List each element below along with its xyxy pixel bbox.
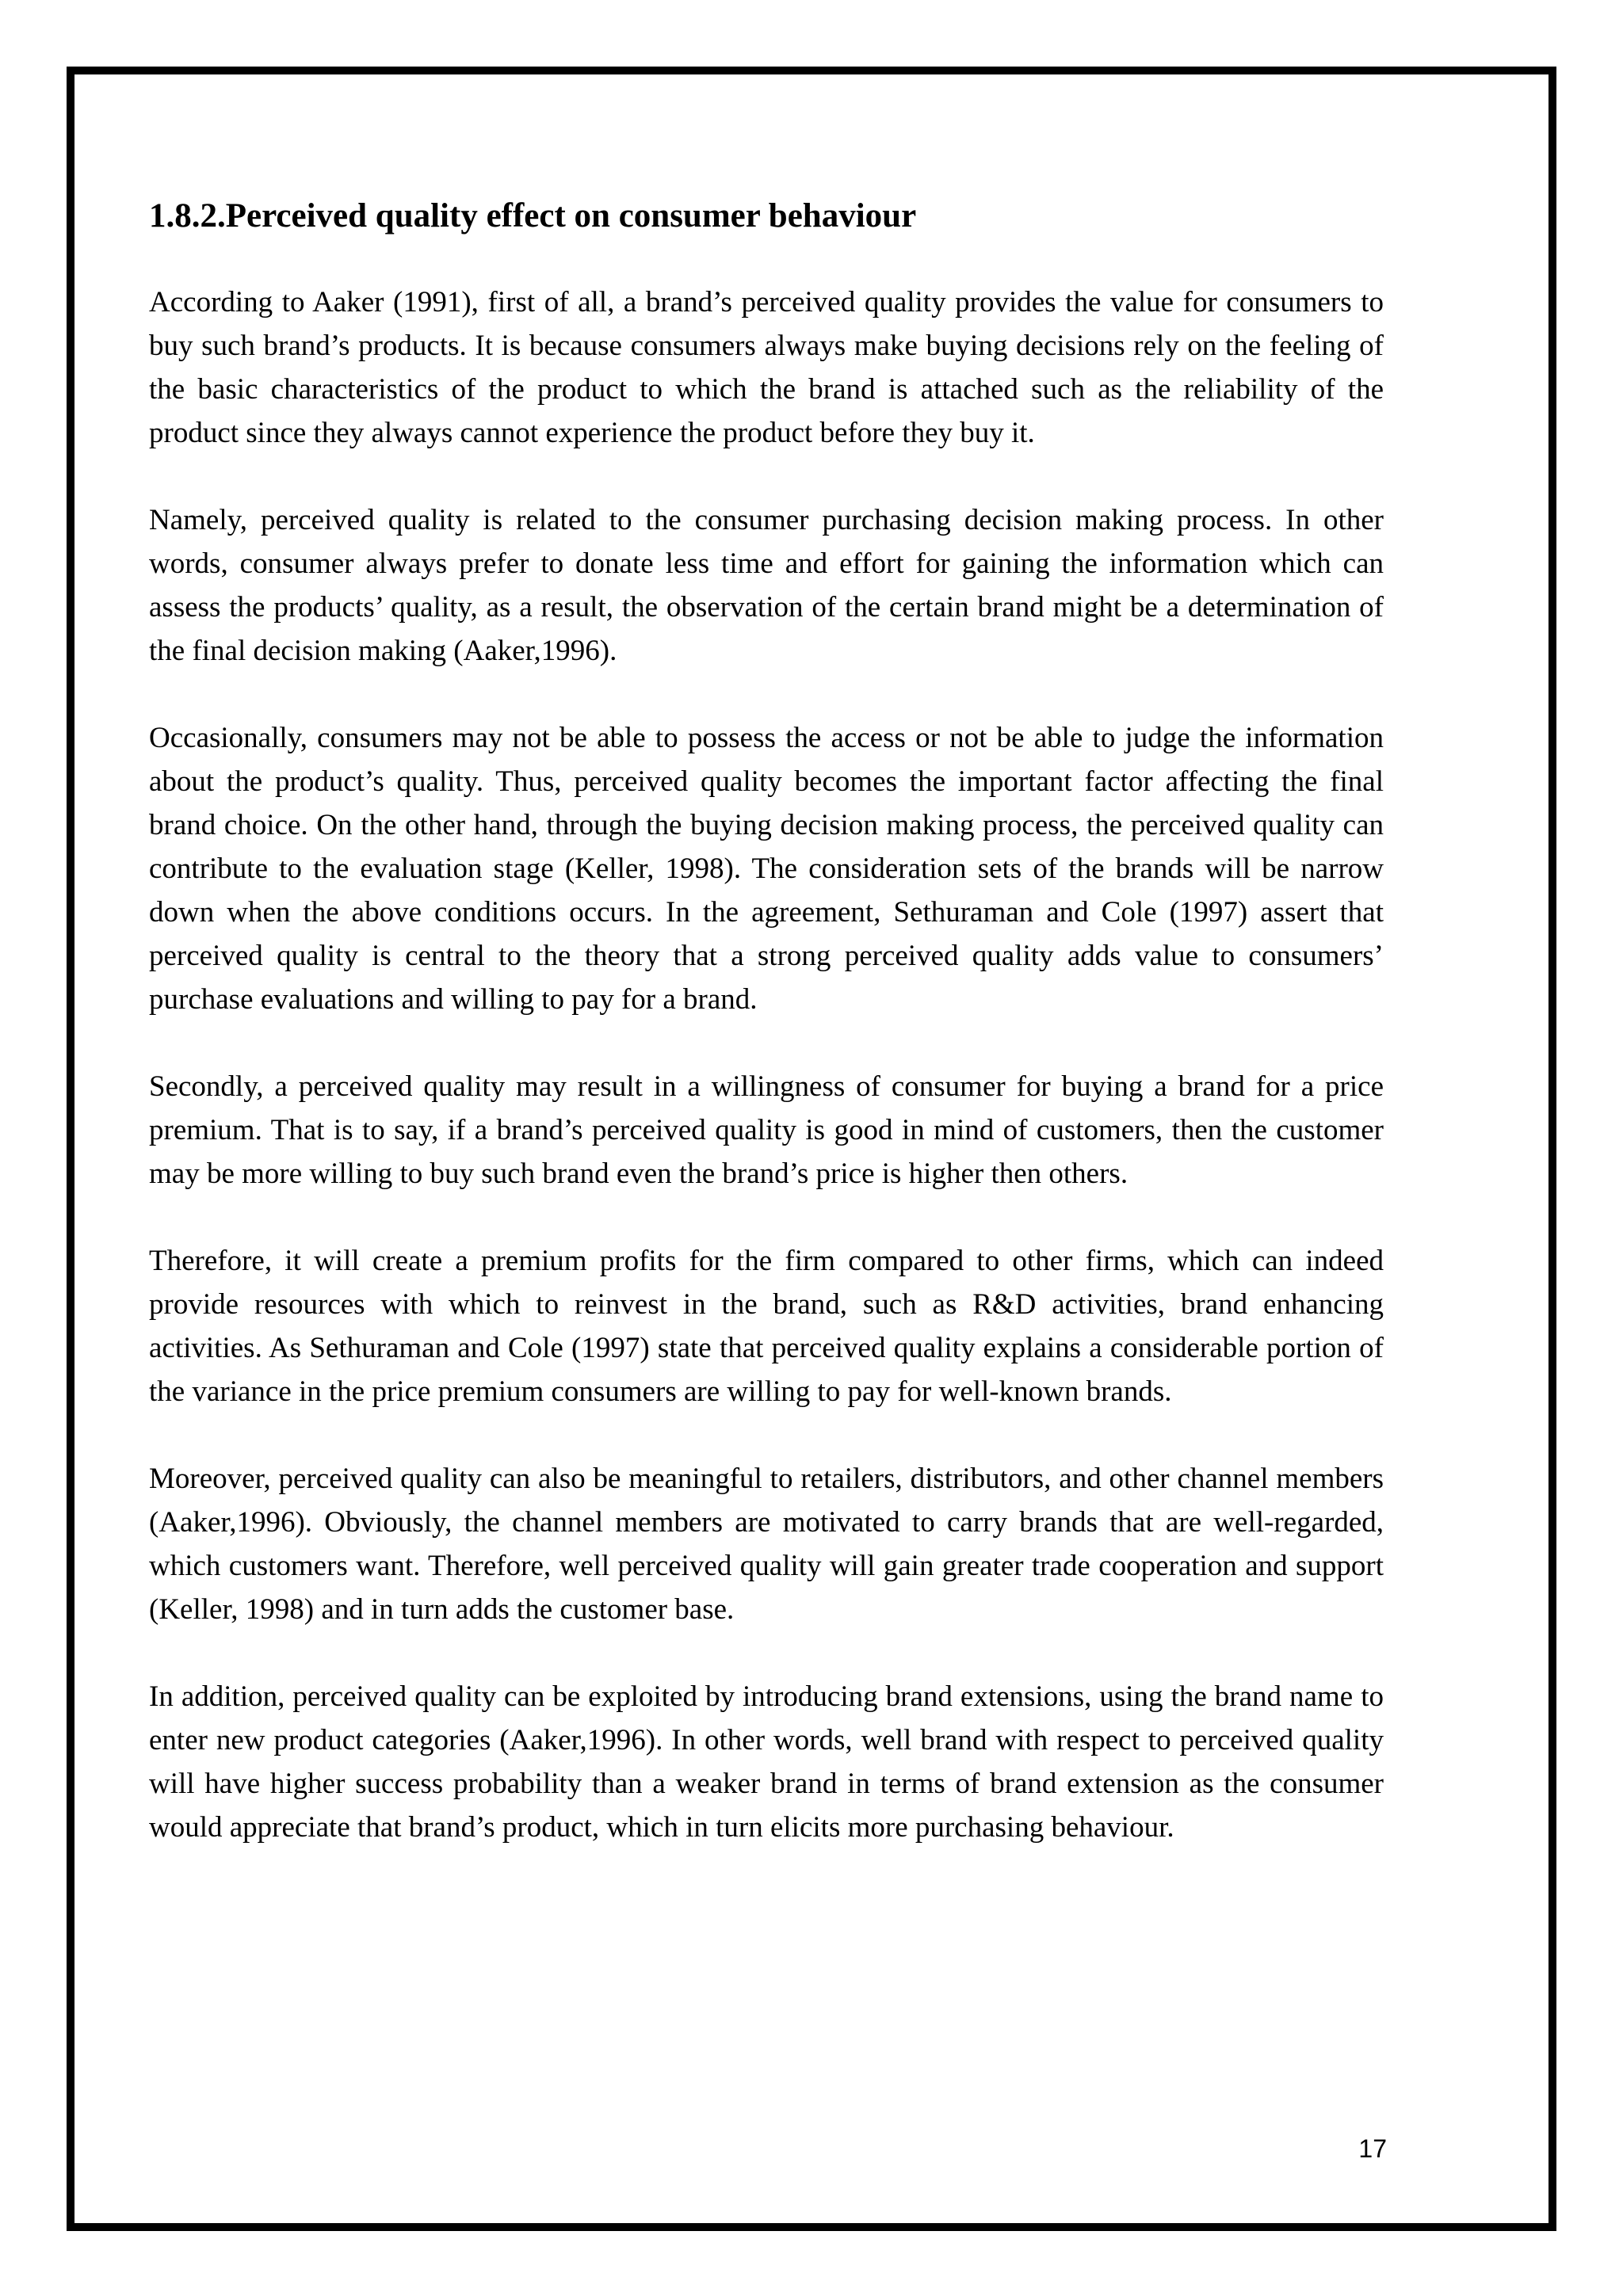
paragraph-purchasing-decision: Namely, perceived quality is related to the consumer purchasing decision making process. In other words, consumer always prefer to donate less time and effort for gaining the information which can assess the products’ quality, as a result, the observation of the certain brand might be a determination of the final decision making (Aaker,1996). (149, 504, 1384, 667)
paragraph-price-premium: Secondly, a perceived quality may result in a willingness of consumer for buying a brand for a price premium. That is to say, if a brand’s perceived quality is good in mind of customers, then the customer may be more willing to buy such brand even the brand’s price is higher then others. (149, 1070, 1384, 1190)
paragraph-aaker-value: According to Aaker (1991), first of all, a brand’s perceived quality provides the value for consumers to buy such brand’s products. It is because consumers always make buying decisions rely on the feeling of the basic characteristics of the product to which the brand is attached such as the reliability of the product since they always cannot experience the product before they buy it. (149, 286, 1384, 449)
paragraph-brand-choice: Occasionally, consumers may not be able to possess the access or not be able to judge the information about the product’s quality. Thus, perceived quality becomes the important factor affecting the final brand choice. On the other hand, through the buying decision making process, the perceived quality can contribute to the evaluation stage (Keller, 1998). The consideration sets of the brands will be narrow down when the above conditions occurs. In the agreement, Sethuraman and Cole (1997) assert that perceived quality is central to the theory that a strong perceived quality adds value to consumers’ purchase evaluations and willing to pay for a brand. (149, 722, 1384, 1016)
page-number: 17 (1358, 2134, 1387, 2163)
paragraph-premium-profits: Therefore, it will create a premium profits for the firm compared to other firms, which can indeed provide resources with which to reinvest in the brand, such as R&D activities, brand enhancing activities. As Sethuraman and Cole (1997) state that perceived quality explains a considerable portion of the variance in the price premium consumers are willing to pay for well-known brands. (149, 1245, 1384, 1408)
document-body (149, 194, 1384, 1893)
section-heading: 1.8.2.Perceived quality effect on consumer behaviour (149, 197, 917, 235)
paragraph-brand-extensions: In addition, perceived quality can be exploited by introducing brand extensions, using the brand name to enter new product categories (Aaker,1996). In other words, well brand with respect to perceived quality will have higher success probability than a weaker brand in terms of brand extension as the consumer would appreciate that brand’s product, which in turn elicits more purchasing behaviour. (149, 1680, 1384, 1844)
paragraph-channel-members: Moreover, perceived quality can also be meaningful to retailers, distributors, and other channel members (Aaker,1996). Obviously, the channel members are motivated to carry brands that are well-regarded, which customers want. Therefore, well perceived quality will gain greater trade cooperation and support (Keller, 1998) and in turn adds the customer base. (149, 1463, 1384, 1626)
